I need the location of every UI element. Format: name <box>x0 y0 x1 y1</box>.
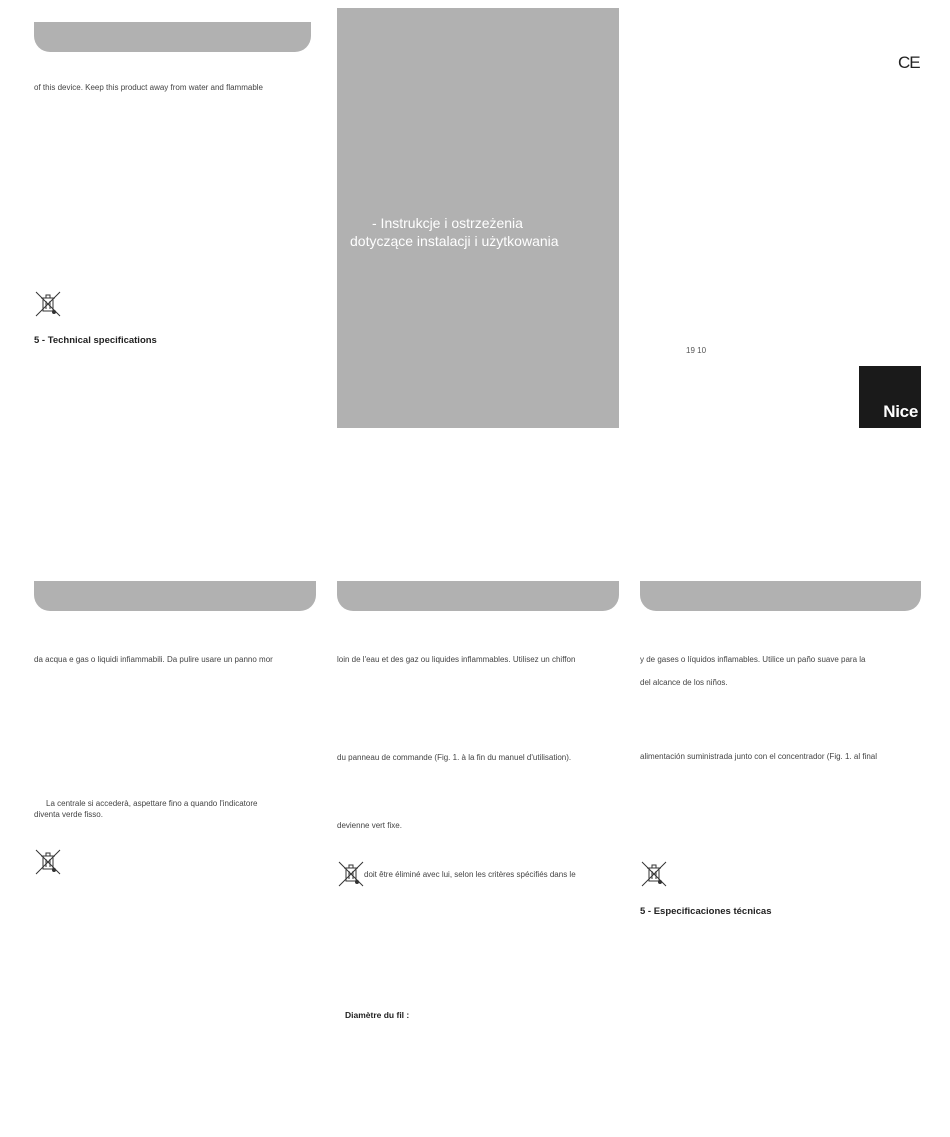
section-title: 5 - Technical specifications <box>34 335 157 346</box>
crossed-bin-icon <box>34 290 62 318</box>
crossed-bin-icon <box>34 848 62 876</box>
body-text: loin de l'eau et des gaz ou liquides inflammables. Utilisez un chiffon <box>337 655 576 664</box>
crossed-bin-icon <box>337 860 365 888</box>
section-tab-french <box>337 581 619 611</box>
section-title: 5 - Especificaciones técnicas <box>640 906 772 917</box>
field-label: Diamètre du fil : <box>345 1010 410 1020</box>
section-tab-top-left <box>34 22 311 52</box>
cover-title <box>350 214 559 250</box>
cover-panel <box>337 8 619 428</box>
cover-title-line1: - Instrukcje i ostrzeżenia <box>372 215 523 231</box>
brand-logo <box>859 366 921 428</box>
body-text: del alcance de los niños. <box>640 678 728 687</box>
body-text: da acqua e gas o liquidi infiammabili. Da pulire usare un panno mor <box>34 655 273 664</box>
body-text: diventa verde fisso. <box>34 810 103 819</box>
body-text: of this device. Keep this product away from water and flammable <box>34 83 263 92</box>
crossed-bin-icon <box>640 860 668 888</box>
ce-mark: CE <box>898 53 920 72</box>
doc-code: 19 10 <box>686 346 707 355</box>
section-tab-italian <box>34 581 316 611</box>
body-text: La centrale si accederà, aspettare fino a quando l'indicatore <box>46 799 258 808</box>
section-tab-spanish <box>640 581 921 611</box>
cover-title-line2: dotyczące instalacji i użytkowania <box>350 233 559 249</box>
body-text: doit être éliminé avec lui, selon les critères spécifiés dans le <box>364 870 576 879</box>
body-text: devienne vert fixe. <box>337 821 402 830</box>
body-text: alimentación suministrada junto con el concentrador (Fig. 1. al final <box>640 752 878 761</box>
body-text: du panneau de commande (Fig. 1. à la fin du manuel d'utilisation). <box>337 753 572 762</box>
body-text: y de gases o líquidos inflamables. Utilice un paño suave para la <box>640 655 866 664</box>
brand-logo-text: Nice <box>883 402 918 421</box>
